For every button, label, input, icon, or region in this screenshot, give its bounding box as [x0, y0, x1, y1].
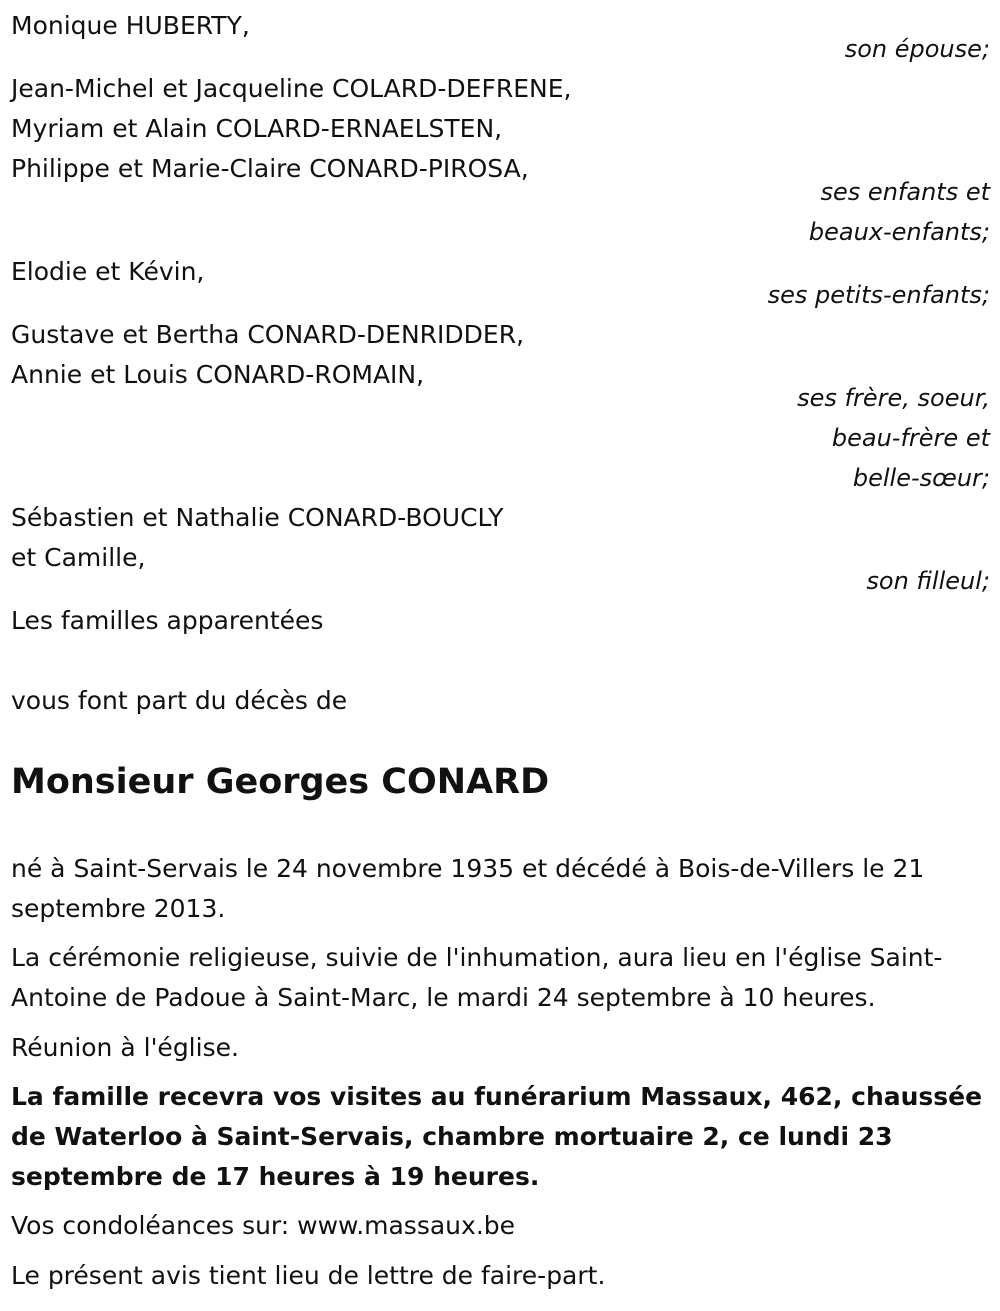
relation-label: beaux-enfants;: [808, 218, 990, 246]
notice-paragraph: Le présent avis tient lieu de lettre de faire-part.: [11, 1261, 606, 1290]
condolences-paragraph: Vos condoléances sur: www.massaux.be: [11, 1211, 516, 1240]
relative-name-line: Jean-Michel et Jacqueline COLARD-DEFRENE,: [11, 74, 572, 103]
families-line: Les familles apparentées: [11, 606, 324, 635]
ceremony-paragraph: La cérémonie religieuse, suivie de l'inhumation, aura lieu en l'église Saint-Antoine de Padoue à Saint-Marc, le mardi 24 septembre à 10 heures.: [11, 943, 943, 1012]
meeting-paragraph: Réunion à l'église.: [11, 1033, 239, 1062]
visits-paragraph: La famille recevra vos visites au funérarium Massaux, 462, chaussée de Waterloo à Saint-Servais, chambre mortuaire 2, ce lundi 23 septembre de 17 heures à 19 heures.: [11, 1082, 983, 1191]
birth-death-paragraph: né à Saint-Servais le 24 novembre 1935 et décédé à Bois-de-Villers le 21 septembre 2013.: [11, 854, 925, 923]
relative-name-line: Philippe et Marie-Claire CONARD-PIROSA,: [11, 154, 529, 183]
relation-label: son épouse;: [844, 35, 990, 63]
relation-label: son filleul;: [866, 567, 990, 595]
relative-name-line: Annie et Louis CONARD-ROMAIN,: [11, 360, 425, 389]
relation-label: beau-frère et: [831, 424, 990, 452]
relation-label: ses enfants et: [820, 178, 990, 206]
relation-label: ses petits-enfants;: [767, 281, 990, 309]
relative-name-line: et Camille,: [11, 543, 146, 572]
relation-label: belle-sœur;: [852, 464, 990, 492]
relative-name-line: Myriam et Alain COLARD-ERNAELSTEN,: [11, 114, 503, 143]
deceased-name: Monsieur Georges CONARD: [11, 762, 550, 802]
relative-name-line: Gustave et Bertha CONARD-DENRIDDER,: [11, 320, 525, 349]
announce-line: vous font part du décès de: [11, 686, 348, 715]
relative-name-line: Sébastien et Nathalie CONARD-BOUCLY: [11, 503, 504, 532]
relation-label: ses frère, soeur,: [797, 384, 990, 412]
relative-name-line: Monique HUBERTY,: [11, 11, 250, 40]
relative-name-line: Elodie et Kévin,: [11, 257, 205, 286]
